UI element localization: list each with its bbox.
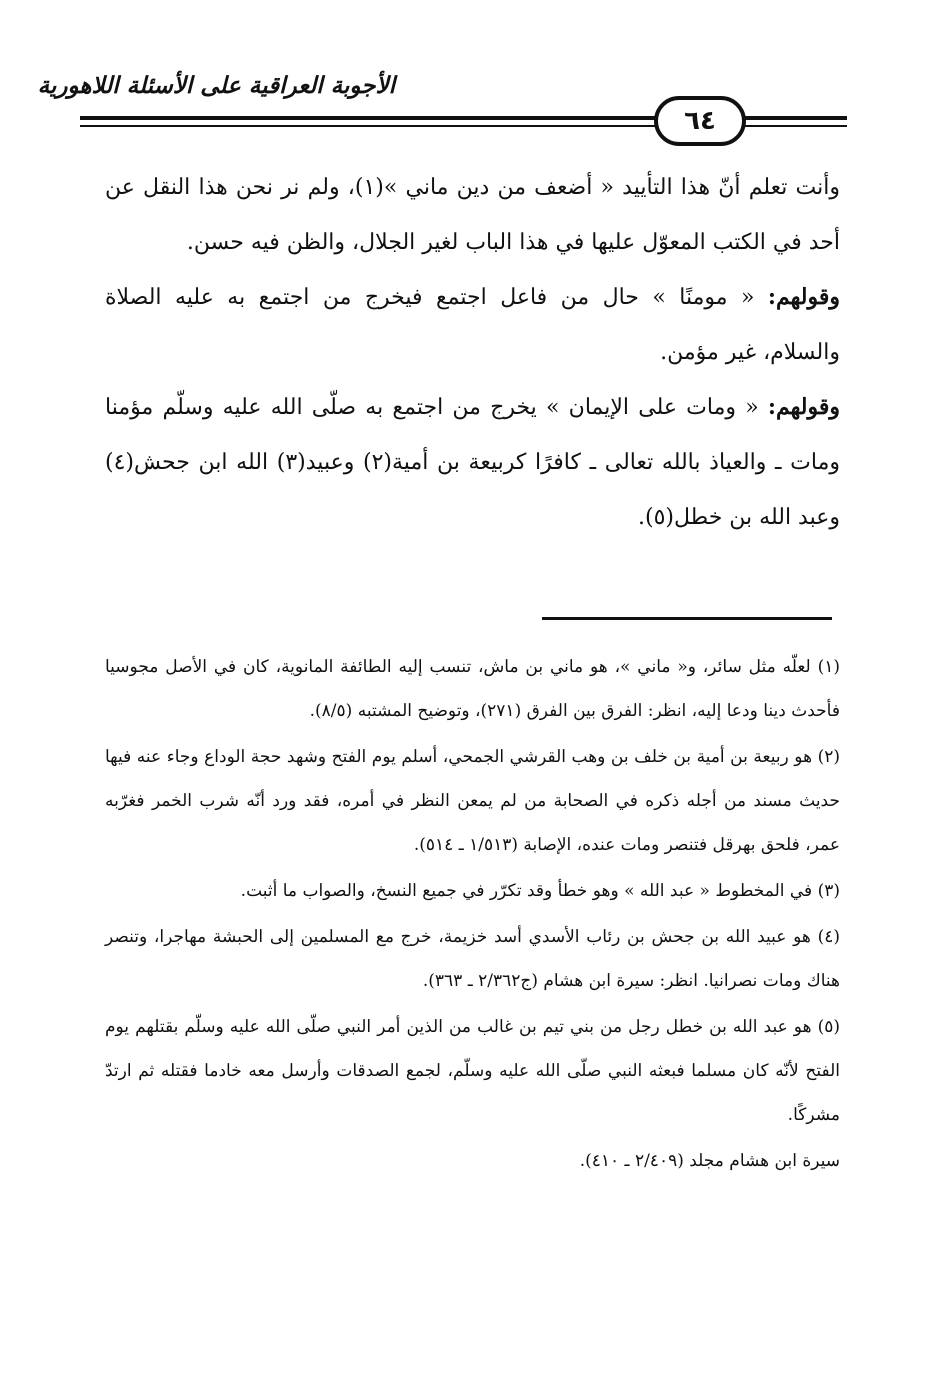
main-text: [105, 160, 840, 545]
footnote-4: (٤) هو عبيد الله بن جحش بن رئاب الأسدي أسد خزيمة، خرج مع المسلمين إلى الحبشة مهاجرا، وتنصر هناك ومات نصرانيا. انظر: سيرة ابن هشام (ج٢/٣٦٢ ـ ٣٦٣).: [105, 927, 840, 991]
footnote-3: (٣) في المخطوط « عبد الله » وهو خطأ وقد تكرّر في جميع النسخ، والصواب ما أثبت.: [240, 881, 840, 901]
paragraph-2: [105, 270, 840, 380]
footnote-5-source: سيرة ابن هشام مجلد (٢/٤٠٩ ـ ٤١٠).: [579, 1151, 840, 1171]
footnote-2: (٢) هو ربيعة بن أمية بن خلف بن وهب القرشي الجمحي، أسلم يوم الفتح وشهد حجة الوداع وجاء عنه فيها حديث مسند من أجله ذكره في الصحابة من لم يمعن النظر في أمره، فقد ورد أنّه شرب الخمر فغرّبه عمر، فلحق بهرقل فتنصر ومات عنده، الإصابة (١/٥١٣ ـ ٥١٤).: [105, 747, 840, 855]
paragraph-3-text: « ومات على الإيمان » يخرج من اجتمع به صلّى الله عليه وسلّم مؤمنا ومات ـ والعياذ بالله تعالى ـ كافرًا كربيعة بن أمية(٢) وعبيد(٣) الله ابن جحش(٤) وعبد الله بن خطل(٥).: [105, 395, 840, 530]
footnotes: [105, 645, 840, 1183]
paragraph-1: وأنت تعلم أنّ هذا التأييد « أضعف من دين ماني »(١)، ولم نر نحن هذا النقل عن أحد في الكتب المعوّل عليها في هذا الباب لغير الجلال، والظن فيه حسن.: [105, 175, 840, 255]
paragraph-3: [105, 380, 840, 545]
paragraph-2-lead: وقولهم:: [767, 284, 840, 310]
page-number: ٦٤: [684, 106, 716, 136]
footnote-separator: [542, 617, 832, 620]
footnote-1: (١) لعلّه مثل سائر، و« ماني »، هو ماني بن ماش، تنسب إليه الطائفة المانوية، كان في الأصل مجوسيا فأحدث دينا ودعا إليه، انظر: الفرق بين الفرق (٢٧١)، وتوضيح المشتبه (٨/٥).: [105, 657, 840, 721]
paragraph-2-text: « مومنًا » حال من فاعل اجتمع فيخرج من اجتمع به عليه الصلاة والسلام، غير مؤمن.: [105, 285, 840, 365]
paragraph-3-lead: وقولهم:: [767, 394, 840, 420]
page-number-badge: [654, 96, 746, 146]
running-header-title: الأجوبة العراقية على الأسئلة اللاهورية: [37, 72, 395, 99]
footnote-5: (٥) هو عبد الله بن خطل رجل من بني تيم بن غالب من الذين أمر النبي صلّى الله عليه وسلّم بقتلهم يوم الفتح لأنّه كان مسلما فبعثه النبي صلّى الله عليه وسلّم، لجمع الصدقات وأرسل معه خادما فقتله ثم ارتدّ مشركًا.: [105, 1017, 840, 1125]
